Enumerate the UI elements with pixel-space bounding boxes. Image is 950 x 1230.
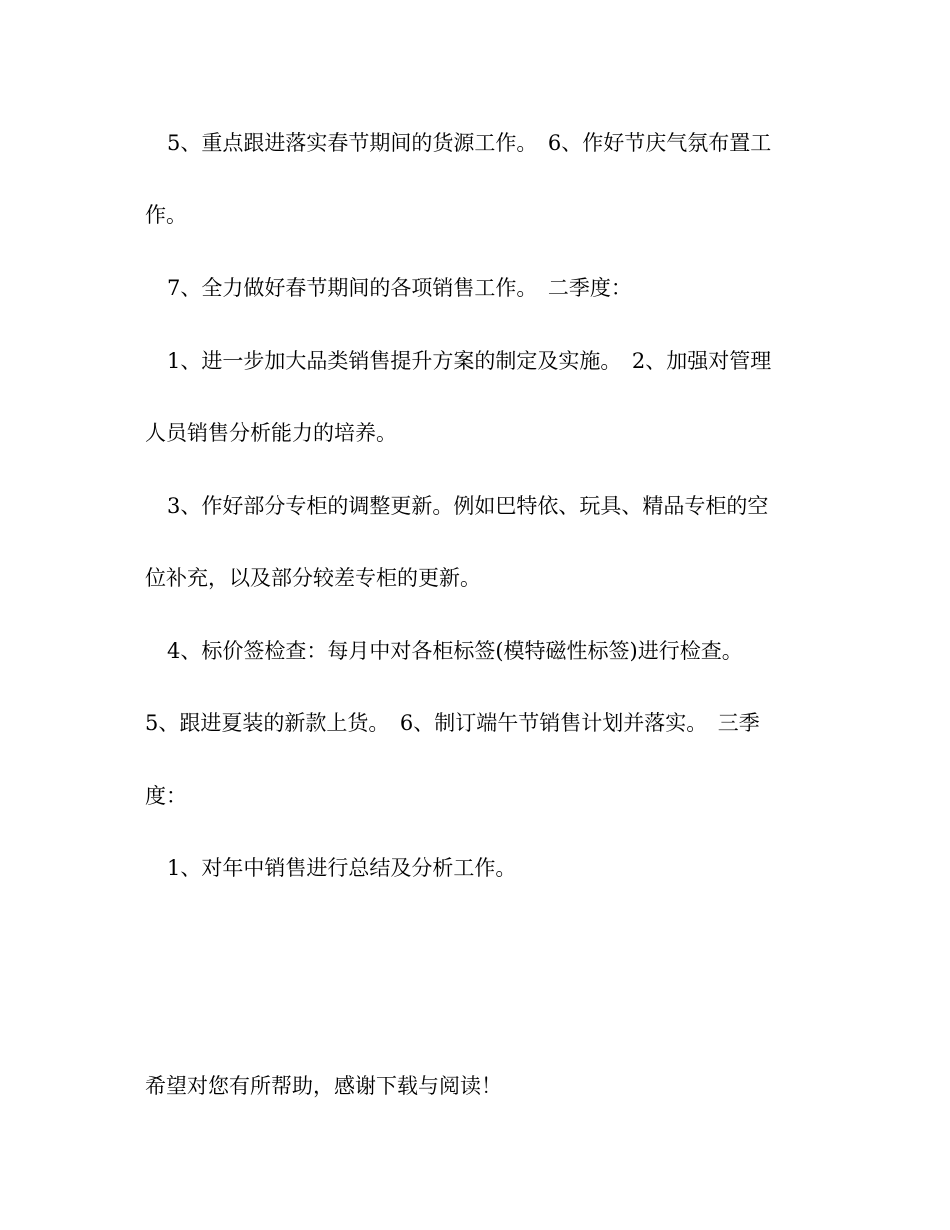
paragraph-line: 1、进一步加大品类销售提升方案的制定及实施。 2、加强对管理 [167,349,772,373]
paragraph-line: 度： [145,784,187,808]
paragraph-line: 作。 [145,203,187,227]
paragraph-line: 1、对年中销售进行总结及分析工作。 [167,856,517,880]
paragraph-line: 5、跟进夏装的新款上货。 6、制订端午节销售计划并落实。 三季 [145,711,760,735]
paragraph-line: 3、作好部分专柜的调整更新。例如巴特依、玩具、精品专柜的空 [167,494,769,518]
paragraph-line: 7、全力做好春节期间的各项销售工作。 二季度： [167,276,632,300]
paragraph-line: 4、标价签检查：每月中对各柜标签(模特磁性标签)进行检查。 [167,639,743,663]
paragraph-line: 人员销售分析能力的培养。 [145,421,397,445]
paragraph-line: 位补充，以及部分较差专柜的更新。 [145,566,481,590]
paragraph-line: 5、重点跟进落实春节期间的货源工作。 6、作好节庆气氛布置工 [167,131,772,155]
closing-note: 希望对您有所帮助，感谢下载与阅读！ [145,1074,502,1098]
